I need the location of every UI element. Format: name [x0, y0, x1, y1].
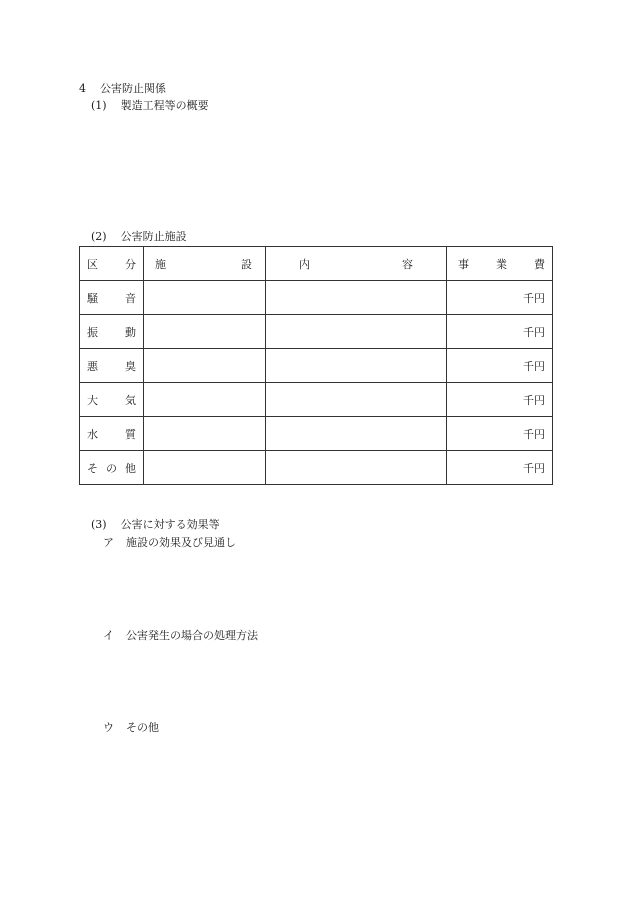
content-cell: [266, 383, 447, 417]
row-category: 振 動: [80, 315, 144, 349]
item-u-title: その他: [126, 721, 159, 734]
content-cell: [266, 281, 447, 315]
cost-unit: 千円: [523, 427, 545, 441]
cost-cell: [447, 383, 553, 417]
subsection-3-number: (3): [91, 518, 107, 531]
table-row: [80, 417, 553, 451]
item-u-heading: [103, 721, 159, 735]
cost-unit: 千円: [523, 393, 545, 407]
section-title: 公害防止関係: [100, 82, 166, 95]
subsection-2-heading: [91, 230, 187, 244]
subsection-1-heading: [91, 99, 209, 113]
row-category: 騒 音: [80, 281, 144, 315]
facility-cell: [144, 417, 266, 451]
row-category: 水 質: [80, 417, 144, 451]
subsection-1-number: (1): [91, 99, 107, 112]
cost-cell: [447, 417, 553, 451]
content-cell: [266, 451, 447, 485]
item-a-mark: ア: [103, 536, 114, 549]
cost-cell: [447, 349, 553, 383]
row-category: 悪 臭: [80, 349, 144, 383]
facility-cell: [144, 315, 266, 349]
section-heading: [79, 82, 166, 96]
cost-cell: [447, 451, 553, 485]
row-category: そ の 他: [80, 451, 144, 485]
pollution-prevention-table: [79, 246, 553, 485]
facility-cell: [144, 383, 266, 417]
subsection-3-heading: [91, 518, 220, 532]
cost-unit: 千円: [523, 359, 545, 373]
table-row: [80, 315, 553, 349]
row-category: 大 気: [80, 383, 144, 417]
subsection-1-title: 製造工程等の概要: [120, 99, 209, 112]
subsection-2-title: 公害防止施設: [120, 230, 187, 243]
cost-unit: 千円: [523, 461, 545, 475]
content-cell: [266, 349, 447, 383]
cost-cell: [447, 281, 553, 315]
header-cost: 事 業 費: [447, 247, 553, 281]
header-content: 内 容: [266, 247, 447, 281]
table-row: [80, 451, 553, 485]
header-facility: 施 設: [144, 247, 266, 281]
cost-cell: [447, 315, 553, 349]
item-i-mark: イ: [103, 629, 114, 642]
subsection-2-number: (2): [91, 230, 107, 243]
facility-cell: [144, 451, 266, 485]
item-i-heading: [103, 629, 258, 643]
facility-cell: [144, 349, 266, 383]
item-a-title: 施設の効果及び見通し: [126, 536, 236, 549]
cost-unit: 千円: [523, 325, 545, 339]
cost-unit: 千円: [523, 291, 545, 305]
table-header-row: [80, 247, 553, 281]
item-a-heading: [103, 536, 236, 550]
subsection-3-title: 公害に対する効果等: [120, 518, 220, 531]
table-row: [80, 281, 553, 315]
item-u-mark: ウ: [103, 721, 114, 734]
content-cell: [266, 315, 447, 349]
facility-cell: [144, 281, 266, 315]
section-number: 4: [79, 82, 86, 95]
content-cell: [266, 417, 447, 451]
table-row: [80, 349, 553, 383]
item-i-title: 公害発生の場合の処理方法: [126, 629, 258, 642]
header-category: 区 分: [80, 247, 144, 281]
table-row: [80, 383, 553, 417]
